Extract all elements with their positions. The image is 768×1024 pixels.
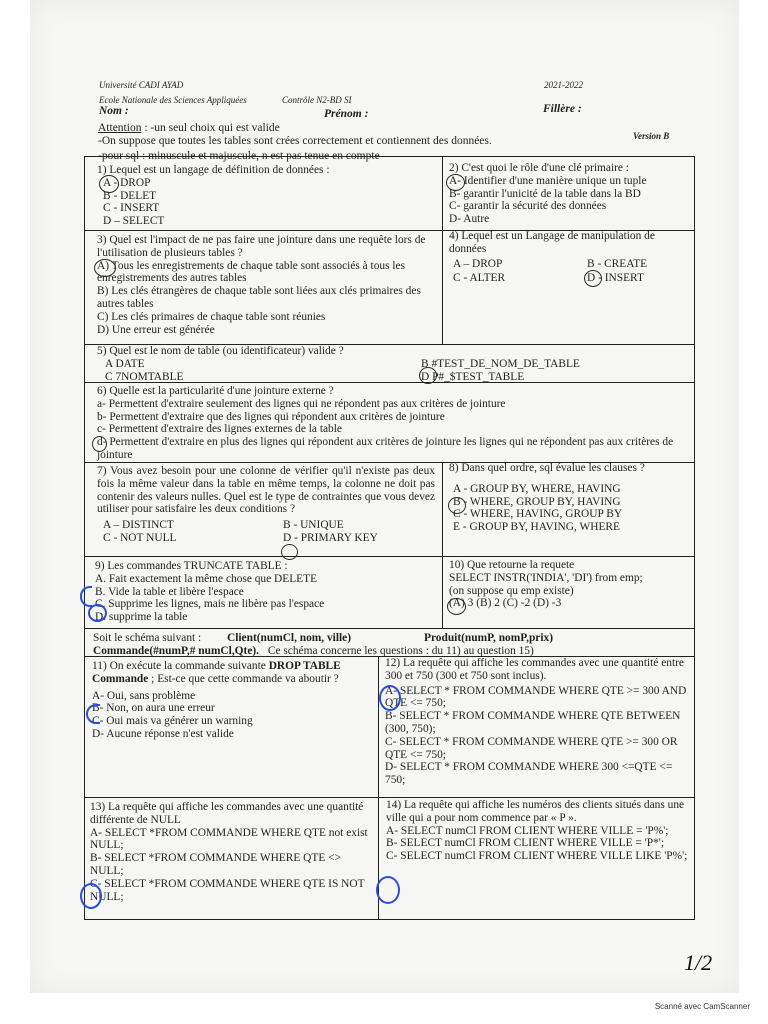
answer-circle-mark: [80, 883, 102, 909]
question-title: 1) Lequel est un langage de définition de données :: [97, 164, 330, 176]
question-14: [386, 799, 691, 863]
version-label: Version B: [633, 131, 670, 141]
option: B- SELECT * FROM COMMANDE WHERE QTE BETWEEN (300, 750);: [385, 710, 681, 735]
option: D - INSERT: [587, 271, 644, 284]
answer-circle-mark: [94, 259, 116, 277]
option: C- Oui mais va générer un warning: [92, 715, 253, 728]
option: C- SELECT *FROM COMMANDE WHERE QTE IS NOT NULL;: [90, 877, 365, 903]
option: D- Aucune réponse n'est valide: [92, 727, 234, 740]
school-name: Ecole Nationale des Sciences Appliquées: [99, 95, 247, 105]
option: b- Permettent d'extraire que des lignes qui répondent aux critères de jointure: [97, 410, 445, 423]
option: B - UNIQUE: [283, 519, 344, 532]
answer-circle-mark: [447, 598, 466, 615]
option: A- Oui, sans problème: [92, 689, 196, 702]
option: C- SELECT * FROM COMMANDE WHERE QTE >= 300 OR QTE <= 750;: [385, 735, 678, 761]
question-title: 6) Quelle est la particularité d'une jointure externe ?: [97, 385, 334, 397]
option: a- Permettent d'extraire seulement des lignes qui ne répondent pas aux critères de jointure: [97, 397, 506, 410]
rule: [84, 556, 695, 557]
schema-commande: Commande(#numP,# numCl,Qte).: [93, 645, 260, 657]
question-7: [97, 465, 435, 545]
option: A- SELECT *FROM COMMANDE WHERE QTE not exist NULL;: [90, 826, 368, 852]
command-name: DROP TABLE Commande: [92, 660, 341, 685]
option: C. Supprime les lignes, mais ne libère pas l'espace: [95, 598, 325, 611]
option: D P#_$TEST_TABLE: [421, 370, 525, 383]
option: B- SELECT *FROM COMMANDE WHERE QTE <> NULL;: [90, 852, 342, 877]
question-title: 14) La requête qui affiche les numéros des clients situés dans une ville qui a pour nom commence par « P ».: [386, 799, 685, 824]
question-3: [97, 234, 437, 336]
column-divider: [442, 156, 443, 344]
option: A- Identifier d'une manière unique un tuple: [449, 174, 647, 187]
option: c- Permettent d'extraire des lignes externes de la table: [97, 423, 342, 436]
option: d- Permettent d'extraire en plus des lignes qui répondent aux critères de jointure les lignes qui ne répondent pas aux critères de jointure: [97, 436, 674, 461]
question-2: [449, 162, 689, 226]
option: B) Les clés étrangères de chaque table sont liées aux clés primaires des autres tables: [97, 285, 421, 310]
question-10: [449, 559, 689, 610]
option: A- SELECT numCl FROM CLIENT WHERE VILLE = 'P%';: [386, 824, 669, 837]
question-title: 8) Dans quel ordre, sql évalue les clauses ?: [449, 462, 645, 474]
question-12: [385, 657, 690, 787]
option: A – DROP: [453, 257, 503, 270]
column-divider: [442, 462, 443, 628]
answer-circle-mark: [584, 270, 602, 287]
university-name: Université CADI AYAD: [99, 80, 184, 90]
option: B - DELET: [103, 189, 157, 202]
option: B - CREATE: [587, 257, 648, 270]
prenom-label: Prénom :: [324, 108, 369, 120]
option: D- Autre: [449, 213, 490, 226]
attention-text: : -un seul choix qui est valide: [141, 122, 280, 134]
answer-circle-mark: [88, 604, 107, 622]
option: C - WHERE, HAVING, GROUP BY: [453, 508, 623, 521]
option: E - GROUP BY, HAVING, WHERE: [453, 521, 620, 534]
option: A - DROP: [103, 176, 151, 189]
option: C) Les clés primaires de chaque table sont réunies: [97, 310, 326, 323]
question-11: [92, 660, 372, 741]
option: D) Une erreur est générée: [97, 323, 215, 336]
question-1: [97, 164, 437, 228]
option: C- SELECT numCl FROM CLIENT WHERE VILLE LIKE 'P%';: [386, 850, 688, 863]
query-note: (on suppose qu emp existe): [449, 584, 574, 597]
page-number: 1/2: [684, 950, 713, 975]
option: B #TEST_DE_NOM_DE_TABLE: [421, 357, 580, 370]
answer-circle-mark: [86, 704, 100, 724]
academic-year: 2021-2022: [544, 80, 583, 90]
option: B- Non, on aura une erreur: [92, 702, 215, 715]
nom-label: Nom :: [99, 105, 129, 117]
question-title-end: ; Est-ce que cette commande va aboutir ?: [148, 672, 339, 685]
question-title: 9) Les commandes TRUNCATE TABLE :: [95, 560, 288, 572]
intro-line-3: -pour sql : minuscule et majuscule, n est pas tenue en compte: [98, 150, 380, 162]
option: A) Tous les enregistrements de chaque table sont associés à tous les enregistrements des autres tables: [97, 259, 406, 285]
option: D - PRIMARY KEY: [283, 532, 378, 545]
question-title: 4) Lequel est un Langage de manipulation de données: [449, 230, 655, 255]
question-4: [449, 230, 689, 286]
option: A – DISTINCT: [103, 519, 174, 532]
answer-circle-mark: [448, 497, 466, 514]
question-title: 2) C'est quoi le rôle d'une clé primaire :: [449, 162, 629, 174]
question-6: [97, 385, 692, 462]
attention-label: Attention: [98, 122, 142, 134]
question-13: [90, 801, 374, 903]
question-title: 11) On exécute la commande suivante: [92, 660, 269, 672]
option: A- SELECT * FROM COMMANDE WHERE QTE >= 300 AND QTE <= 750;: [385, 684, 687, 710]
question-5: [97, 345, 692, 384]
option: C - INSERT: [103, 202, 160, 215]
option: C 7NOMTABLE: [105, 370, 184, 383]
filiere-label: Fillère :: [543, 103, 582, 115]
schema-note: Ce schéma concerne les questions : du 11) au question 15): [267, 645, 534, 657]
option: B. Vide la table et libère l'espace: [95, 585, 244, 598]
question-title: 12) La requête qui affiche les commandes avec une quantité entre 300 et 750 (300 et 750 sont inclus).: [385, 657, 684, 682]
schema-prefix: Soit le schéma suivant :: [93, 632, 202, 644]
option: B- garantir l'unicité de la table dans la BD: [449, 187, 641, 200]
answer-circle-mark: [92, 436, 107, 452]
option: A DATE: [105, 357, 145, 370]
option: D. supprime la table: [95, 611, 188, 624]
option: B - WHERE, GROUP BY, HAVING: [453, 495, 621, 508]
answer-circle-mark: [379, 685, 401, 711]
question-8: [449, 462, 689, 534]
option-row: (A) 3 (B) 2 (C) -2 (D) -3: [449, 597, 562, 610]
option: C - ALTER: [453, 271, 506, 284]
question-title: 5) Quel est le nom de table (ou identificateur) valide ?: [97, 345, 344, 357]
rule: [84, 628, 695, 629]
answer-circle-mark: [376, 876, 400, 904]
option: D – SELECT: [103, 215, 165, 228]
answer-circle-mark: [281, 544, 298, 560]
schema-produit: Produit(numP, nomP,prix): [424, 632, 554, 644]
question-title: 10) Que retourne la requete: [449, 559, 575, 571]
exam-name: Contrôle N2-BD SI: [282, 95, 352, 105]
option: D- SELECT * FROM COMMANDE WHERE 300 <=QTE <= 750;: [385, 761, 673, 787]
option: C - NOT NULL: [103, 532, 177, 545]
schema-client: Client(numCl, nom, ville): [227, 632, 352, 644]
query-text: SELECT INSTR('INDIA', 'DI') from emp;: [449, 571, 643, 584]
question-title: 13) La requête qui affiche les commandes avec une quantité différente de NULL: [90, 801, 364, 826]
question-title: 3) Quel est l'impact de ne pas faire une jointure dans une requête lors de l'utilisation de plusieurs tables ?: [97, 234, 426, 259]
pen-mark: [80, 586, 92, 607]
question-title: 7) Vous avez besoin pour une colonne de vérifier qu'il n'existe pas deux fois la même valeur dans la table en même temps, la colonne ne doit pas contenir des valeurs nulles. Quel est le type de contraintes que vous devez utiliser pour satisfaire les deux conditions ?: [97, 465, 435, 516]
option: B- SELECT numCl FROM CLIENT WHERE VILLE = 'P*';: [386, 837, 665, 850]
intro-line-2: -On suppose que toutes les tables sont crées correctement et contiennent des données.: [98, 135, 492, 147]
option: C- garantir la sécurité des données: [449, 200, 607, 213]
answer-circle-mark: [446, 174, 465, 191]
option: A - GROUP BY, WHERE, HAVING: [453, 482, 621, 495]
question-9: [95, 560, 440, 624]
schema-description: [93, 632, 693, 658]
option: A. Fait exactement la même chose que DELETE: [95, 572, 318, 585]
answer-circle-mark: [99, 175, 119, 193]
answer-circle-mark: [419, 367, 437, 384]
attention-line: [98, 122, 280, 135]
scanner-watermark: Scanné avec CamScanner: [654, 1002, 750, 1011]
